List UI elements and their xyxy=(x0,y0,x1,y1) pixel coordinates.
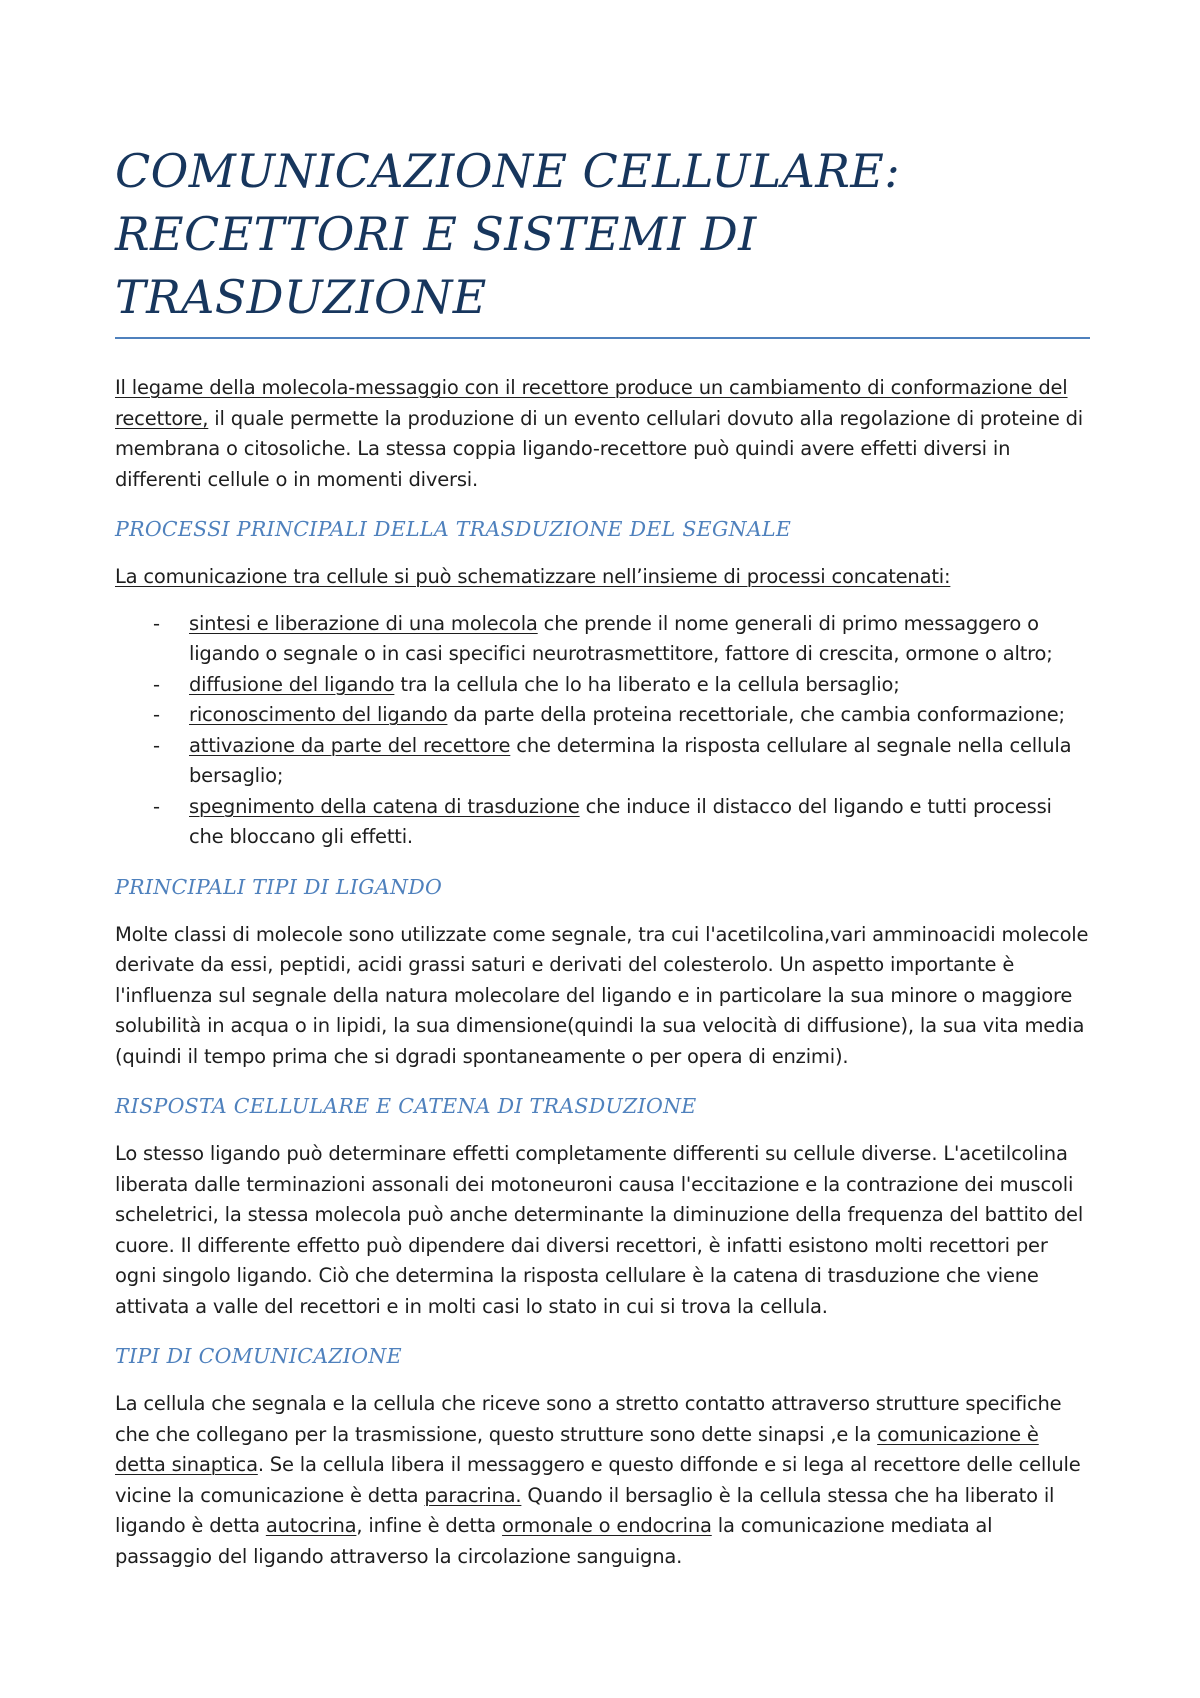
term-autocrina: autocrina xyxy=(265,1514,357,1537)
intro-text: il quale permette la produzione di un evento cellulari dovuto alla regolazione di proteine di membrana o citosoliche. La stessa coppia ligando-recettore può quindi avere effetti diversi in differenti cellule o in momenti diversi. xyxy=(115,406,1084,491)
term-endocrina: ormonale o endocrina xyxy=(502,1514,712,1537)
comunicazione-text-2: . Se la cellula libera il messaggero e questo diffonde e si lega al recettore delle cellule vicine la comunicazione è detta xyxy=(115,1453,1081,1507)
title-underline-rule xyxy=(115,337,1090,339)
list-dash: - xyxy=(153,794,160,818)
intro-underlined-text: Il legame della molecola-messaggio con il recettore produce un cambiamento di conformazione del recettore, xyxy=(115,376,1068,430)
list-item-text: da parte della proteina recettoriale, che cambia conformazione; xyxy=(447,703,1065,726)
list-item-key: attivazione da parte del recettore xyxy=(189,733,511,757)
list-dash: - xyxy=(153,703,160,726)
list-dash: - xyxy=(153,611,160,635)
list-item-key: spegnimento della catena di trasduzione xyxy=(189,794,580,818)
list-dash: - xyxy=(153,672,160,696)
list-item-key: diffusione del ligando xyxy=(189,672,395,696)
list-item-text: che induce il distacco del ligando e tutti processi che bloccano gli effetti. xyxy=(189,794,1052,848)
list-item xyxy=(115,609,1090,670)
section-heading-comunicazione: TIPI DI COMUNICAZIONE xyxy=(115,1344,402,1368)
list-item-key: sintesi e liberazione di una molecola xyxy=(189,611,538,635)
document-body xyxy=(115,140,1090,1572)
comunicazione-text-4: , infine è detta xyxy=(356,1514,503,1537)
processi-lead-text: La comunicazione tra cellule si può schematizzare nell’insieme di processi concatenati: xyxy=(115,565,951,588)
list-item xyxy=(115,670,1090,701)
list-item-text: che prende il nome generali di primo messaggero o ligando o segnale o in casi specifici neurotrasmettitore, fattore di crescita, ormone o altro; xyxy=(189,611,1053,665)
comunicazione-paragraph xyxy=(115,1389,1090,1572)
comunicazione-text-5: la comunicazione mediata al passaggio del ligando attraverso la circolazione sanguigna. xyxy=(115,1514,993,1568)
list-item-text: tra la cellula che lo ha liberato e la cellula bersaglio; xyxy=(394,672,900,696)
page-title: COMUNICAZIONE CELLULARE: RECETTORI E SISTEMI DI TRASDUZIONE xyxy=(115,144,901,324)
comunicazione-text-1: La cellula che segnala e la cellula che riceve sono a stretto contatto attraverso strutture specifiche che che collegano per la trasmissione, questo strutture sono dette sinapsi ,e la xyxy=(115,1392,1062,1446)
ligando-paragraph: Molte classi di molecole sono utilizzate come segnale, tra cui l'acetilcolina,vari amminoacidi molecole derivate da essi, peptidi, acidi grassi saturi e derivati del colesterolo. Un aspetto importante è l'influenza sul segnale della natura molecolare del ligando e in particolare la sua minore o maggiore solubilità in acqua o in lipidi, la sua dimensione(quindi la sua velocità di diffusione), la sua vita media (quindi il tempo prima che si dgradi spontaneamente o per opera di enzimi). xyxy=(115,922,1089,1068)
section-heading-processi: PROCESSI PRINCIPALI DELLA TRASDUZIONE DEL SEGNALE xyxy=(115,517,792,541)
list-item-key: riconoscimento del ligando xyxy=(189,703,448,726)
list-item xyxy=(115,700,1090,731)
intro-paragraph xyxy=(115,373,1090,495)
list-dash: - xyxy=(153,733,160,757)
processi-lead-paragraph xyxy=(115,562,1090,593)
section-heading-risposta: RISPOSTA CELLULARE E CATENA DI TRASDUZIONE xyxy=(115,1094,697,1118)
section-heading-ligando: PRINCIPALI TIPI DI LIGANDO xyxy=(115,874,443,899)
list-item xyxy=(115,792,1090,853)
risposta-paragraph: Lo stesso ligando può determinare effetti completamente differenti su cellule diverse. L'acetilcolina liberata dalle terminazioni assonali dei motoneuroni causa l'eccitazione e la contrazione dei muscoli scheletrici, la stessa molecola può anche determinante la diminuzione della frequenza del battito del cuore. Il differente effetto può dipendere dai diversi recettori, è infatti esistono molti recettori per ogni singolo ligando. Ciò che determina la risposta cellulare è la catena di trasduzione che viene attivata a valle del recettori e in molti casi lo stato in cui si trova la cellula. xyxy=(115,1142,1084,1318)
term-sinaptica: comunicazione è detta sinaptica xyxy=(115,1422,1039,1476)
term-paracrina: paracrina. xyxy=(424,1483,522,1507)
comunicazione-text-3: Quando il bersaglio è la cellula stessa che ha liberato il ligando è detta xyxy=(115,1483,1055,1537)
list-item-text: che determina la risposta cellulare al segnale nella cellula bersaglio; xyxy=(189,733,1072,787)
processi-list xyxy=(115,609,1090,853)
list-item xyxy=(115,731,1090,792)
